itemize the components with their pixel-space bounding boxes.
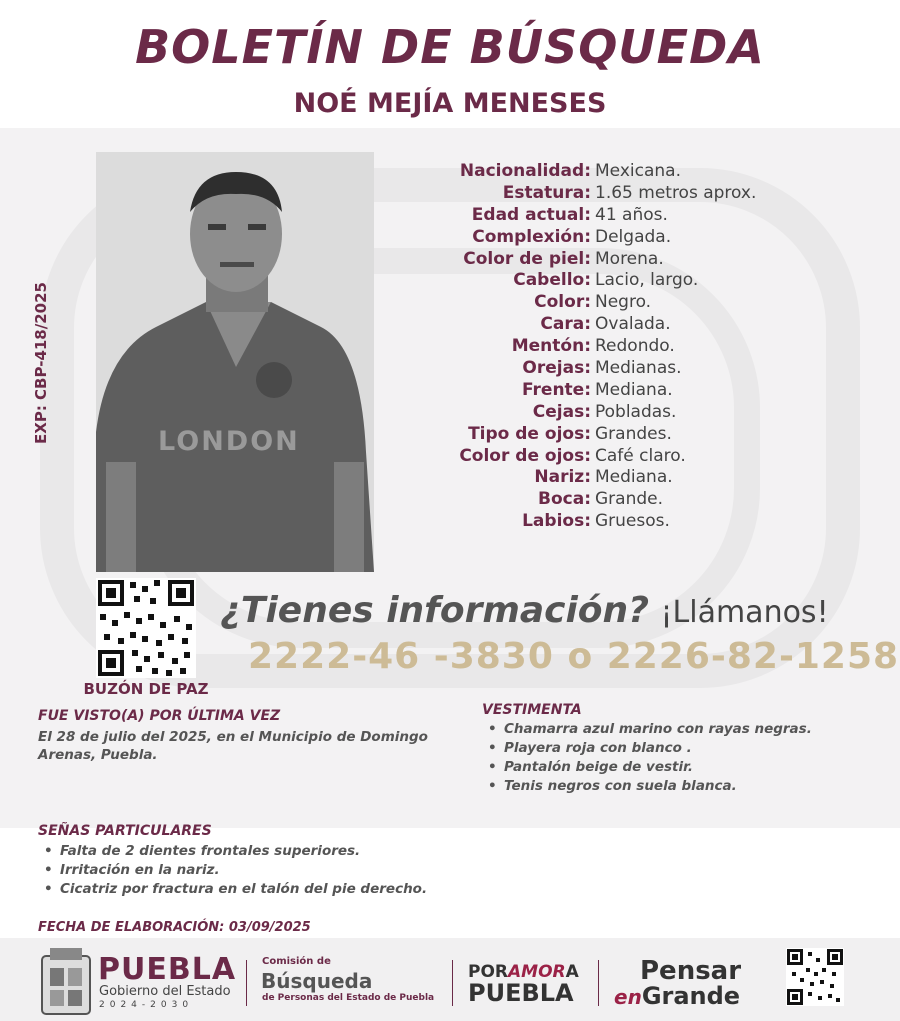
expediente-label [30, 278, 52, 448]
list-item: • Pantalón beige de vestir. [484, 758, 812, 777]
puebla-government-text: Gobierno del Estado [99, 984, 231, 999]
en-text: en [614, 985, 642, 1009]
trait-label: Cara: [540, 314, 591, 335]
trait-row [380, 357, 800, 379]
qr-caption: BUZÓN DE PAZ [83, 680, 209, 698]
trait-row [380, 423, 800, 445]
trait-value: Mediana. [595, 379, 673, 400]
trait-row [380, 204, 800, 226]
trait-label: Cejas: [532, 401, 591, 422]
shirt-text: LONDON [158, 426, 300, 457]
pensar-text: Pensar [640, 956, 742, 986]
trait-row [380, 379, 800, 401]
trait-label: Nacionalidad: [459, 160, 591, 181]
trait-value: Morena. [595, 248, 664, 269]
trait-value: 1.65 metros aprox. [595, 182, 757, 203]
trait-value: Gruesos. [595, 511, 670, 532]
trait-row [380, 291, 800, 313]
trait-value: 41 años. [595, 204, 668, 225]
trait-row [380, 248, 800, 270]
clothing-list [484, 720, 812, 796]
trait-label: Estatura: [502, 182, 591, 203]
trait-value: Ovalada. [595, 314, 671, 335]
trait-value: Mexicana. [595, 160, 681, 181]
trait-label: Complexión: [472, 226, 591, 247]
trait-row [380, 226, 800, 248]
trait-label: Nariz: [534, 467, 591, 488]
trait-row [380, 182, 800, 204]
list-item: • Chamarra azul marino con rayas negras. [484, 720, 812, 739]
commission-main-text: Búsqueda [261, 969, 373, 993]
trait-value: Redondo. [595, 336, 675, 357]
contact-question-text: ¿Tienes información? [220, 590, 650, 631]
a-text: A [565, 962, 579, 982]
list-item: • Playera roja con blanco . [484, 739, 812, 758]
trait-label: Tipo de ojos: [468, 423, 591, 444]
trait-label: Color de piel: [463, 248, 591, 269]
marks-heading: SEÑAS PARTICULARES [38, 823, 212, 839]
list-item: • Irritación en la nariz. [40, 861, 427, 880]
trait-value: Pobladas. [595, 401, 677, 422]
footer-divider [598, 960, 599, 1006]
footer-divider [246, 960, 247, 1006]
trait-label: Edad actual: [471, 204, 591, 225]
trait-label: Frente: [522, 379, 591, 400]
commission-top-text: Comisión de [262, 956, 331, 967]
contact-phones[interactable]: 2222-46 -3830 o 2226-82-1258 [248, 636, 900, 677]
contact-question [220, 590, 890, 631]
elaboration-date: FECHA DE ELABORACIÓN: 03/09/2025 [38, 920, 311, 935]
person-photo-illustration [96, 152, 374, 572]
en-grande-logo [614, 982, 740, 1010]
trait-value: Mediana. [595, 467, 673, 488]
person-name: NOÉ MEJÍA MENESES [293, 88, 607, 119]
trait-value: Grande. [595, 489, 664, 510]
por-amor-puebla-text: PUEBLA [468, 979, 574, 1007]
trait-label: Color: [534, 292, 591, 313]
traits-list [380, 160, 800, 532]
trait-value: Negro. [595, 292, 652, 313]
puebla-years-text: 2024-2030 [99, 1000, 194, 1010]
trait-row [380, 313, 800, 335]
expediente-text: EXP: CBP-418/2025 [32, 282, 50, 444]
list-item: • Cicatriz por fractura en el talón del pie derecho. [40, 880, 427, 899]
trait-row [380, 510, 800, 532]
footer-qr-code[interactable] [786, 948, 844, 1006]
trait-value: Lacio, largo. [595, 270, 699, 291]
commission-sub-text: de Personas del Estado de Puebla [262, 993, 435, 1003]
marks-list [40, 842, 427, 899]
grande-text: Grande [641, 982, 741, 1010]
trait-label: Orejas: [522, 357, 591, 378]
clothing-heading: VESTIMENTA [482, 702, 582, 718]
trait-label: Color de ojos: [459, 445, 591, 466]
trait-row [380, 269, 800, 291]
qr-code-icon [96, 578, 196, 678]
trait-row [380, 160, 800, 182]
last-seen-heading: FUE VISTO(A) POR ÚLTIMA VEZ [38, 708, 281, 724]
trait-value: Grandes. [595, 423, 672, 444]
list-item: • Tenis negros con suela blanca. [484, 777, 812, 796]
contact-call-text: ¡Llámanos! [660, 595, 829, 630]
footer-qr-icon [786, 948, 844, 1006]
trait-row [380, 466, 800, 488]
trait-label: Cabello: [513, 270, 591, 291]
trait-value: Delgada. [595, 226, 672, 247]
trait-value: Medianas. [595, 357, 682, 378]
trait-value: Café claro. [595, 445, 686, 466]
trait-label: Boca: [538, 489, 591, 510]
qr-code[interactable] [96, 578, 196, 678]
amor-text: AMOR [508, 962, 566, 982]
bulletin-title: BOLETÍN DE BÚSQUEDA [135, 20, 765, 74]
trait-label: Labios: [522, 511, 591, 532]
trait-row [380, 488, 800, 510]
trait-row [380, 401, 800, 423]
trait-label: Mentón: [511, 336, 591, 357]
trait-row [380, 335, 800, 357]
puebla-logo-text: PUEBLA [98, 952, 237, 987]
footer-divider [452, 960, 453, 1006]
por-text: POR [468, 962, 509, 982]
trait-row [380, 445, 800, 467]
person-photo [96, 152, 374, 572]
list-item: • Falta de 2 dientes frontales superiores. [40, 842, 427, 861]
state-seal-icon [40, 946, 92, 1018]
last-seen-text: El 28 de julio del 2025, en el Municipio de Domingo Arenas, Puebla. [38, 729, 428, 763]
